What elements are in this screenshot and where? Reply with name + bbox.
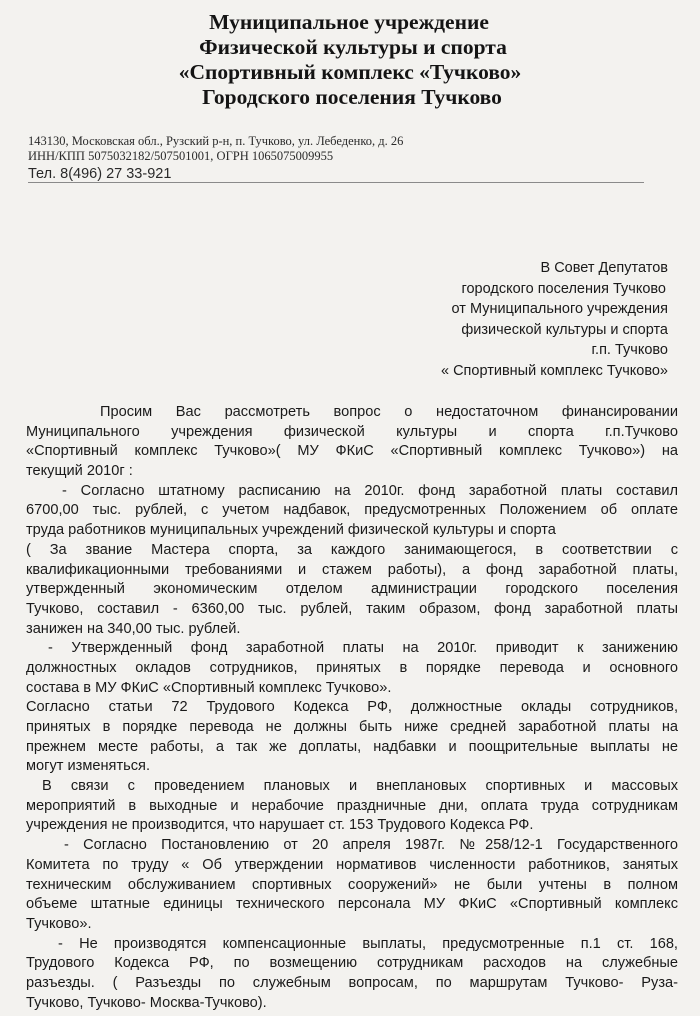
letterhead-divider [28,182,644,183]
body-text-line: труда работников муниципальных учреждений физической культуры и спорта [26,522,556,539]
body-text-line: должностных окладов сотрудников, принятых в порядке перевода и основного [26,659,678,676]
address-line: 143130, Московская обл., Рузский р-н, п. Тучково, ул. Лебеденко, д. 26 [28,134,404,148]
body-text-line: разъезды. ( Разъезды по служебным вопросам, по маршрутам Тучково- Руза- [26,974,678,991]
body-text-line: техническим обслуживанием спортивных сооружений» не были учтены в полном [26,876,678,893]
body-text-line: «Спортивный комплекс Тучково»( МУ ФКиС «Спортивный комплекс Тучково») на [26,443,678,460]
body-text-line: состава в МУ ФКиС «Спортивный комплекс Тучково». [26,679,392,696]
body-text-line: занижен на 340,00 тыс. рублей. [26,620,241,637]
letterhead-address [28,134,403,164]
body-text-line: - Согласно штатному расписанию на 2010г. фонд заработной платы составил [62,482,678,499]
addressee-line: физической культуры и спорта [461,321,668,338]
addressee-line: городского поселения Тучково [461,280,666,297]
body-text-line: утвержденный экономическим отделом администрации городского поселения [26,581,678,598]
body-text-line: объеме штатные единицы технического персонала МУ ФКиС «Спортивный комплекс [26,896,678,913]
body-text-line: Комитета по труду « Об утверждении нормативов численности работников, занятых [26,856,678,873]
body-text-line: Трудового Кодекса РФ, по возмещению сотрудникам расходов на служебные [26,955,678,972]
requisites-line: ИНН/КПП 5075032182/507501001, ОГРН 1065075009955 [28,149,334,163]
body-text-line: Тучково, составил - 6360,00 тыс. рублей, таким образом, фонд заработной платы [26,600,678,617]
body-text-line: Просим Вас рассмотреть вопрос о недостаточном финансировании [100,404,678,420]
body-text-line: текущий 2010г : [26,463,133,480]
addressee-block [441,258,668,381]
body-text-line: могут изменяться. [26,758,151,775]
body-text-line: квалификационными требованиями и стажем работы), а фонд заработной платы, [26,561,678,578]
letterhead-phone: Тел. 8(496) 27 33-921 [28,166,172,182]
body-text-line: В связи с проведением плановых и внеплановых спортивных и массовых [42,778,678,795]
letterhead-line: «Спортивный комплекс «Тучково» [178,60,522,84]
body-text-line: Тучково, Тучково- Москва-Тучково). [26,994,267,1011]
addressee-line: « Спортивный комплекс Тучково» [440,362,668,379]
body-text-line: - Утвержденный фонд заработной платы на 2010г. приводит к занижению [48,640,678,657]
letterhead-line: Физической культуры и спорта [199,35,507,59]
body-text-line: прежнем месте работы, а так же доплаты, надбавки и поощрительные выплаты не [26,738,678,755]
addressee-line: от Муниципального учреждения [451,301,668,317]
letterhead-line: Городского поселения Тучково [202,85,502,109]
letterhead-line: Муниципальное учреждение [209,10,489,34]
body-text-line: учреждения не производится, что нарушает ст. 153 Трудового Кодекса РФ. [26,817,534,834]
letter-body [26,403,678,1013]
body-text-line: - Не производятся компенсационные выплаты, предусмотренные п.1 ст. 168, [58,935,678,952]
body-text-line: мероприятий в выходные и нерабочие праздничные дни, оплата труда сотрудникам [26,797,678,814]
body-text-line: - Согласно Постановлению от 20 апреля 1987г. №258/12-1 Государственного [64,837,678,854]
body-text-line: Тучково». [26,915,92,932]
body-text-line: Согласно статьи 72 Трудового Кодекса РФ, должностные оклады сотрудников, [26,699,678,716]
body-text-line: Муниципального учреждения физической культуры и спорта г.п.Тучково [26,423,678,440]
addressee-line: В Совет Депутатов [540,260,668,276]
body-text-line: принятых в порядке перевода не должны быть ниже средней заработной платы на [26,719,678,735]
body-text-line: 6700,00 тыс. рублей, с учетом надбавок, предусмотренных Положением об оплате [26,502,678,519]
body-text-line: ( За звание Мастера спорта, за каждого занимающегося, в соответствии с [26,541,678,558]
addressee-line: г.п. Тучково [591,342,668,358]
letterhead-title [0,10,700,110]
